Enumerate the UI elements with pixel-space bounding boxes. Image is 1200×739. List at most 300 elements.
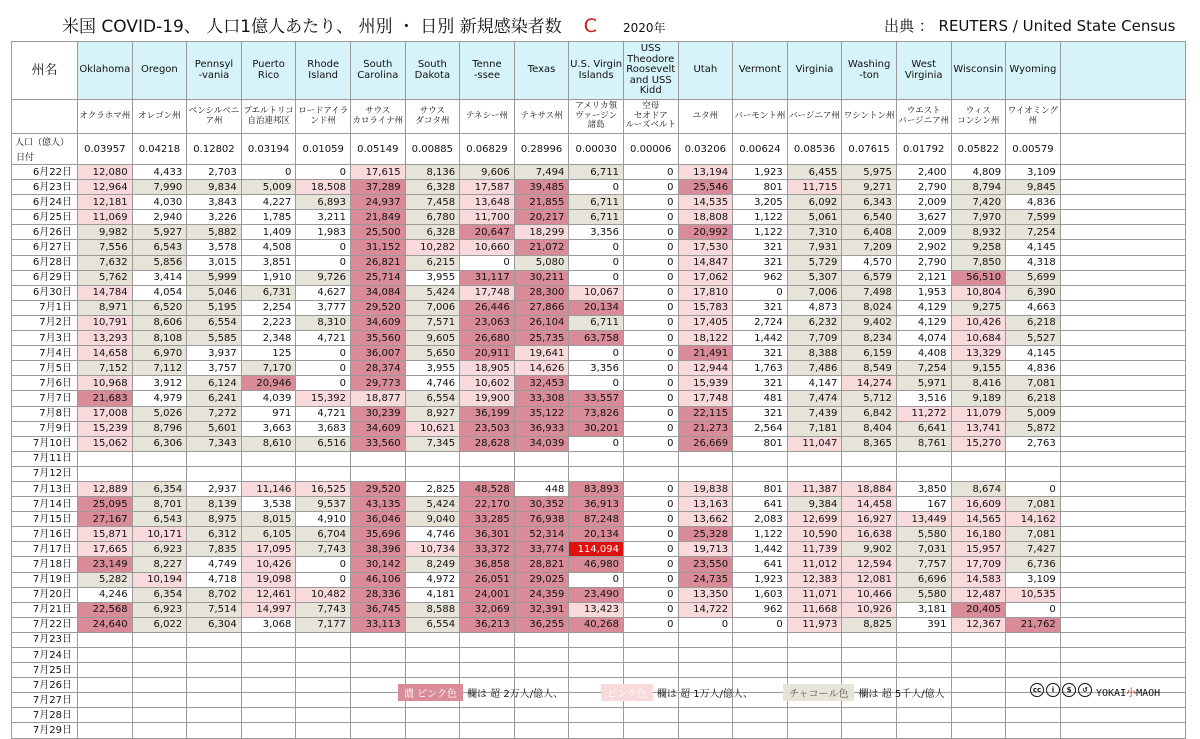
value-cell: 5,650 — [405, 346, 460, 361]
value-cell — [951, 678, 1006, 693]
value-cell — [132, 708, 187, 723]
row-empty — [1060, 648, 1185, 663]
table-row — [12, 436, 1186, 451]
value-cell: 13,648 — [460, 195, 515, 210]
value-cell: 6,241 — [187, 391, 242, 406]
value-cell: 962 — [733, 270, 788, 285]
value-cell: 3,414 — [132, 270, 187, 285]
value-cell: 37,289 — [350, 180, 405, 195]
value-cell: 22,115 — [678, 406, 733, 421]
value-cell — [1006, 451, 1061, 466]
value-cell: 2,902 — [896, 240, 951, 255]
value-cell: 321 — [733, 240, 788, 255]
value-cell: 0 — [460, 255, 515, 270]
value-cell — [1006, 632, 1061, 647]
state-name-en: Utah — [678, 42, 733, 100]
value-cell: 13,194 — [678, 165, 733, 180]
value-cell — [733, 723, 788, 738]
value-cell: 6,641 — [896, 421, 951, 436]
date-cell: 6月27日 — [12, 240, 78, 255]
value-cell — [1006, 708, 1061, 723]
value-cell: 3,109 — [1006, 165, 1061, 180]
value-cell: 7,254 — [1006, 225, 1061, 240]
value-cell: 24,359 — [514, 587, 569, 602]
value-cell: 1,983 — [296, 225, 351, 240]
value-cell: 9,834 — [187, 180, 242, 195]
value-cell — [514, 708, 569, 723]
value-cell — [514, 466, 569, 481]
value-cell: 0 — [623, 240, 678, 255]
value-cell: 0 — [623, 331, 678, 346]
value-cell: 0 — [733, 285, 788, 300]
value-cell — [787, 723, 842, 738]
value-cell: 321 — [733, 255, 788, 270]
table-row — [12, 542, 1186, 557]
legend-swatch-charcoal: チャコール色 — [783, 684, 855, 701]
value-cell — [678, 648, 733, 663]
value-cell — [296, 678, 351, 693]
value-cell: 13,293 — [78, 331, 133, 346]
value-cell: 2,400 — [896, 165, 951, 180]
value-cell — [132, 632, 187, 647]
value-cell: 7,343 — [187, 436, 242, 451]
value-cell: 2,790 — [896, 255, 951, 270]
value-cell: 4,129 — [896, 300, 951, 315]
value-cell: 17,810 — [678, 285, 733, 300]
value-cell — [187, 663, 242, 678]
population-value: 0.00579 — [1006, 134, 1061, 165]
value-cell — [951, 466, 1006, 481]
value-cell: 24,001 — [460, 587, 515, 602]
value-cell: 9,258 — [951, 240, 1006, 255]
value-cell: 20,911 — [460, 346, 515, 361]
value-cell: 30,239 — [350, 406, 405, 421]
row-empty — [1060, 255, 1185, 270]
row-empty — [1060, 270, 1185, 285]
value-cell: 12,487 — [951, 587, 1006, 602]
value-cell — [460, 466, 515, 481]
value-cell: 0 — [623, 481, 678, 496]
value-cell: 0 — [241, 165, 296, 180]
value-cell: 18,122 — [678, 331, 733, 346]
value-cell — [350, 451, 405, 466]
value-cell: 167 — [896, 497, 951, 512]
value-cell — [296, 723, 351, 738]
value-cell: 33,560 — [350, 436, 405, 451]
value-cell: 6,711 — [569, 165, 624, 180]
value-cell: 2,825 — [405, 481, 460, 496]
value-cell: 2,703 — [187, 165, 242, 180]
date-cell: 7月4日 — [12, 346, 78, 361]
value-cell — [787, 708, 842, 723]
value-cell: 73,826 — [569, 406, 624, 421]
value-cell: 16,180 — [951, 527, 1006, 542]
table-row — [12, 527, 1186, 542]
value-cell: 7,112 — [132, 361, 187, 376]
value-cell: 0 — [623, 602, 678, 617]
value-cell: 14,458 — [842, 497, 897, 512]
value-cell — [569, 723, 624, 738]
value-cell: 1,923 — [733, 165, 788, 180]
row-empty — [1060, 180, 1185, 195]
population-value: 0.03206 — [678, 134, 733, 165]
value-cell: 21,762 — [1006, 617, 1061, 632]
value-cell: 18,877 — [350, 391, 405, 406]
value-cell — [460, 632, 515, 647]
value-cell: 8,761 — [896, 436, 951, 451]
value-cell: 18,299 — [514, 225, 569, 240]
value-cell — [350, 678, 405, 693]
value-cell: 17,008 — [78, 406, 133, 421]
table-row — [12, 512, 1186, 527]
value-cell: 7,556 — [78, 240, 133, 255]
date-cell: 7月13日 — [12, 481, 78, 496]
value-cell: 6,704 — [296, 527, 351, 542]
legend — [398, 684, 945, 700]
state-name-ja: ウィス コンシン州 — [951, 100, 1006, 134]
value-cell: 28,336 — [350, 587, 405, 602]
value-cell — [733, 663, 788, 678]
value-cell: 26,669 — [678, 436, 733, 451]
value-cell: 6,540 — [842, 210, 897, 225]
value-cell: 2,763 — [1006, 436, 1061, 451]
date-cell: 7月12日 — [12, 466, 78, 481]
value-cell: 6,408 — [842, 225, 897, 240]
value-cell: 12,944 — [678, 361, 733, 376]
value-cell: 12,461 — [241, 587, 296, 602]
value-cell — [241, 663, 296, 678]
row-empty — [1060, 663, 1185, 678]
state-name-en: Virginia — [787, 42, 842, 100]
row-empty — [1060, 602, 1185, 617]
value-cell: 5,999 — [187, 270, 242, 285]
value-cell: 14,162 — [1006, 512, 1061, 527]
date-cell: 7月14日 — [12, 497, 78, 512]
value-cell: 38,396 — [350, 542, 405, 557]
value-cell: 9,982 — [78, 225, 133, 240]
value-cell: 31,117 — [460, 270, 515, 285]
value-cell: 34,609 — [350, 315, 405, 330]
value-cell: 2,348 — [241, 331, 296, 346]
value-cell — [569, 663, 624, 678]
value-cell: 0 — [623, 376, 678, 391]
value-cell: 0 — [623, 285, 678, 300]
value-cell: 19,713 — [678, 542, 733, 557]
value-cell: 17,665 — [78, 542, 133, 557]
title-main: 米国 COVID-19、 人口1億人あたり、 州別 ・ 日別 新規感染者数 — [62, 17, 562, 37]
page-title — [62, 12, 666, 37]
value-cell: 24,640 — [78, 617, 133, 632]
value-cell: 2,083 — [733, 512, 788, 527]
value-cell: 5,282 — [78, 572, 133, 587]
value-cell: 4,746 — [405, 527, 460, 542]
value-cell: 21,849 — [350, 210, 405, 225]
value-cell — [78, 632, 133, 647]
value-cell — [405, 708, 460, 723]
value-cell: 7,181 — [787, 421, 842, 436]
value-cell — [241, 708, 296, 723]
table-row — [12, 632, 1186, 647]
value-cell: 23,490 — [569, 587, 624, 602]
value-cell — [787, 632, 842, 647]
value-cell — [350, 723, 405, 738]
value-cell — [896, 632, 951, 647]
value-cell: 10,926 — [842, 602, 897, 617]
value-cell: 6,543 — [132, 512, 187, 527]
value-cell: 0 — [623, 300, 678, 315]
value-cell: 6,520 — [132, 300, 187, 315]
value-cell: 1,763 — [733, 361, 788, 376]
population-value: 0.00006 — [623, 134, 678, 165]
value-cell: 3,211 — [296, 210, 351, 225]
value-cell: 10,590 — [787, 527, 842, 542]
value-cell: 801 — [733, 180, 788, 195]
value-cell — [951, 632, 1006, 647]
value-cell — [460, 708, 515, 723]
value-cell: 36,213 — [460, 617, 515, 632]
value-cell — [350, 708, 405, 723]
date-cell: 7月9日 — [12, 421, 78, 436]
value-cell: 321 — [733, 346, 788, 361]
value-cell: 0 — [623, 315, 678, 330]
date-cell: 7月2日 — [12, 315, 78, 330]
value-cell: 0 — [569, 240, 624, 255]
table-row — [12, 481, 1186, 496]
value-cell: 0 — [623, 572, 678, 587]
value-cell: 22,170 — [460, 497, 515, 512]
value-cell: 3,937 — [187, 346, 242, 361]
value-cell — [514, 663, 569, 678]
value-cell: 25,714 — [350, 270, 405, 285]
population-value: 0.01792 — [896, 134, 951, 165]
value-cell: 9,605 — [405, 331, 460, 346]
sa-icon: ↺ — [1078, 683, 1092, 697]
value-cell: 3,757 — [187, 361, 242, 376]
value-cell: 7,081 — [1006, 497, 1061, 512]
row-empty — [1060, 632, 1185, 647]
value-cell: 5,046 — [187, 285, 242, 300]
value-cell: 0 — [296, 572, 351, 587]
value-cell: 23,550 — [678, 557, 733, 572]
value-cell: 0 — [623, 361, 678, 376]
value-cell: 9,726 — [296, 270, 351, 285]
value-cell: 4,145 — [1006, 240, 1061, 255]
value-cell: 17,062 — [678, 270, 733, 285]
value-cell: 13,662 — [678, 512, 733, 527]
value-cell: 7,931 — [787, 240, 842, 255]
value-cell: 6,696 — [896, 572, 951, 587]
value-cell: 3,843 — [187, 195, 242, 210]
value-cell: 6,328 — [405, 180, 460, 195]
value-cell: 7,709 — [787, 331, 842, 346]
value-cell: 8,249 — [405, 557, 460, 572]
value-cell: 35,122 — [514, 406, 569, 421]
value-cell: 0 — [733, 617, 788, 632]
value-cell: 28,300 — [514, 285, 569, 300]
state-name-ja: プエルトリコ 自治連邦区 — [241, 100, 296, 134]
value-cell: 12,081 — [842, 572, 897, 587]
state-name-ja: サウス カロライナ州 — [350, 100, 405, 134]
value-cell: 0 — [569, 376, 624, 391]
population-value: 0.12802 — [187, 134, 242, 165]
value-cell: 0 — [623, 346, 678, 361]
value-cell — [951, 693, 1006, 708]
value-cell — [842, 648, 897, 663]
value-cell: 12,367 — [951, 617, 1006, 632]
value-cell: 16,609 — [951, 497, 1006, 512]
value-cell: 20,134 — [569, 527, 624, 542]
value-cell: 7,743 — [296, 602, 351, 617]
value-cell — [187, 678, 242, 693]
value-cell: 33,774 — [514, 542, 569, 557]
value-cell: 10,734 — [405, 542, 460, 557]
value-cell — [460, 648, 515, 663]
value-cell — [569, 451, 624, 466]
state-header-label: 州名 — [12, 42, 78, 100]
state-name-en: USS Theodore Roosevelt and USS Kidd — [623, 42, 678, 100]
row-empty — [1060, 225, 1185, 240]
value-cell — [623, 663, 678, 678]
value-cell: 7,632 — [78, 255, 133, 270]
value-cell: 5,971 — [896, 376, 951, 391]
value-cell — [623, 648, 678, 663]
value-cell: 46,106 — [350, 572, 405, 587]
value-cell: 14,847 — [678, 255, 733, 270]
row-empty — [1060, 391, 1185, 406]
value-cell: 9,040 — [405, 512, 460, 527]
value-cell: 0 — [623, 225, 678, 240]
header-empty — [1060, 134, 1185, 165]
value-cell: 10,466 — [842, 587, 897, 602]
value-cell — [350, 632, 405, 647]
value-cell: 3,356 — [569, 225, 624, 240]
value-cell — [623, 451, 678, 466]
value-cell — [1006, 466, 1061, 481]
value-cell — [296, 451, 351, 466]
value-cell — [296, 708, 351, 723]
value-cell — [842, 663, 897, 678]
value-cell — [132, 648, 187, 663]
value-cell: 36,913 — [569, 497, 624, 512]
value-cell — [78, 466, 133, 481]
value-cell: 10,482 — [296, 587, 351, 602]
value-cell: 6,343 — [842, 195, 897, 210]
value-cell: 2,223 — [241, 315, 296, 330]
value-cell: 25,095 — [78, 497, 133, 512]
value-cell: 8,932 — [951, 225, 1006, 240]
value-cell: 7,170 — [241, 361, 296, 376]
date-cell: 7月28日 — [12, 708, 78, 723]
date-cell: 7月29日 — [12, 723, 78, 738]
value-cell: 30,211 — [514, 270, 569, 285]
value-cell: 36,255 — [514, 617, 569, 632]
value-cell: 641 — [733, 557, 788, 572]
value-cell: 4,433 — [132, 165, 187, 180]
value-cell: 3,578 — [187, 240, 242, 255]
value-cell: 9,606 — [460, 165, 515, 180]
value-cell — [405, 632, 460, 647]
table-row — [12, 723, 1186, 738]
value-cell: 4,039 — [241, 391, 296, 406]
value-cell: 83,893 — [569, 481, 624, 496]
value-cell: 114,094 — [569, 542, 624, 557]
value-cell: 20,946 — [241, 376, 296, 391]
date-cell: 7月22日 — [12, 617, 78, 632]
state-name-en: Pennsyl -vania — [187, 42, 242, 100]
state-name-en: West Virginia — [896, 42, 951, 100]
value-cell: 12,383 — [787, 572, 842, 587]
value-cell: 4,873 — [787, 300, 842, 315]
state-name-en: U.S. Virgin Islands — [569, 42, 624, 100]
value-cell: 63,758 — [569, 331, 624, 346]
value-cell: 7,498 — [842, 285, 897, 300]
value-cell: 0 — [623, 542, 678, 557]
value-cell: 9,537 — [296, 497, 351, 512]
value-cell: 4,408 — [896, 346, 951, 361]
table-row — [12, 285, 1186, 300]
value-cell: 448 — [514, 481, 569, 496]
value-cell: 14,658 — [78, 346, 133, 361]
value-cell: 6,893 — [296, 195, 351, 210]
value-cell: 27,167 — [78, 512, 133, 527]
value-cell: 1,442 — [733, 331, 788, 346]
value-cell — [842, 723, 897, 738]
value-cell: 14,626 — [514, 361, 569, 376]
value-cell: 15,957 — [951, 542, 1006, 557]
population-value: 0.08536 — [787, 134, 842, 165]
value-cell: 6,579 — [842, 270, 897, 285]
value-cell: 7,310 — [787, 225, 842, 240]
row-empty — [1060, 617, 1185, 632]
value-cell: 0 — [678, 617, 733, 632]
value-cell: 10,282 — [405, 240, 460, 255]
value-cell: 0 — [623, 270, 678, 285]
value-cell: 8,310 — [296, 315, 351, 330]
value-cell: 87,248 — [569, 512, 624, 527]
value-cell — [733, 466, 788, 481]
value-cell — [623, 708, 678, 723]
date-cell: 7月7日 — [12, 391, 78, 406]
value-cell: 6,711 — [569, 195, 624, 210]
value-cell: 6,731 — [241, 285, 296, 300]
value-cell: 1,442 — [733, 542, 788, 557]
value-cell — [405, 648, 460, 663]
value-cell — [296, 693, 351, 708]
value-cell — [460, 663, 515, 678]
value-cell — [132, 693, 187, 708]
table-row — [12, 361, 1186, 376]
row-empty — [1060, 195, 1185, 210]
row-empty — [1060, 542, 1185, 557]
value-cell: 5,872 — [1006, 421, 1061, 436]
value-cell: 11,047 — [787, 436, 842, 451]
value-cell: 6,215 — [405, 255, 460, 270]
value-cell: 7,571 — [405, 315, 460, 330]
row-empty — [1060, 497, 1185, 512]
title-letter: C — [583, 15, 597, 37]
value-cell — [405, 451, 460, 466]
value-cell: 125 — [241, 346, 296, 361]
value-cell: 25,328 — [678, 527, 733, 542]
table-row — [12, 497, 1186, 512]
value-cell: 25,735 — [514, 331, 569, 346]
value-cell — [569, 708, 624, 723]
value-cell: 8,971 — [78, 300, 133, 315]
value-cell: 11,973 — [787, 617, 842, 632]
state-name-en: Oklahoma — [78, 42, 133, 100]
value-cell: 7,006 — [405, 300, 460, 315]
value-cell: 4,836 — [1006, 195, 1061, 210]
